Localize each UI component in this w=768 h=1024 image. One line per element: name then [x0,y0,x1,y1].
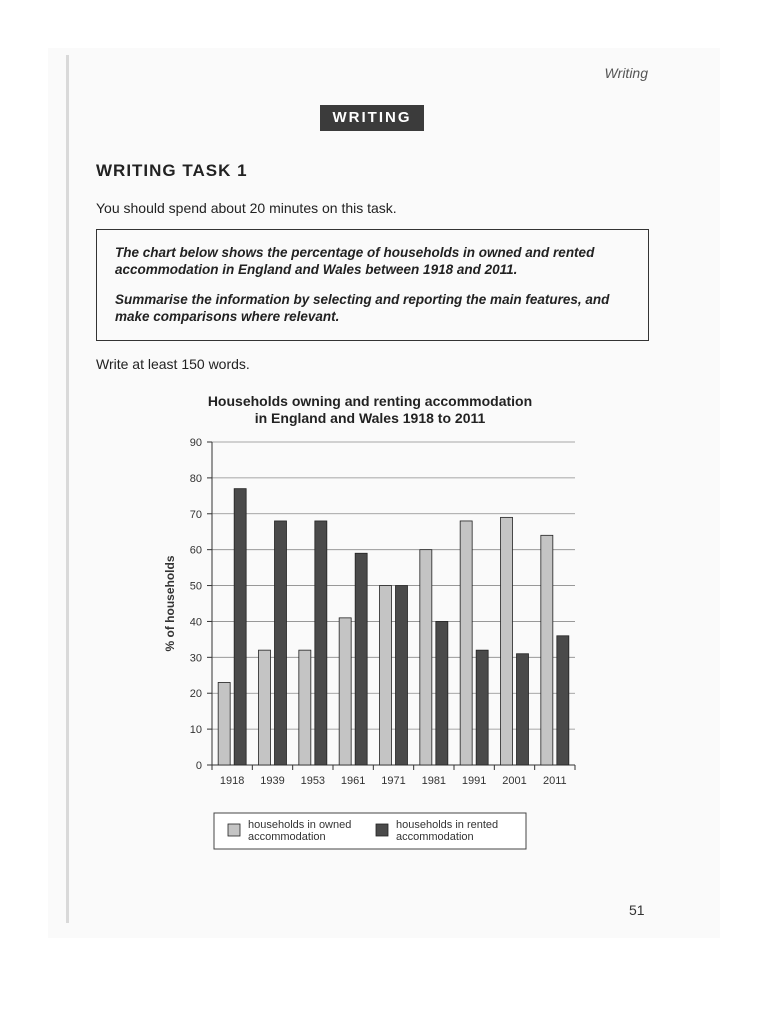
y-tick-label: 80 [189,472,202,485]
rented-bar [396,586,408,765]
y-tick-label: 30 [189,652,202,665]
legend-label-rented: households in rented accommodation [396,819,499,843]
rented-bar [436,621,448,765]
x-tick-label: 1991 [461,775,487,787]
chart-title-line1: Households owning and renting accommodation [207,393,533,409]
x-tick-label: 1918 [219,775,245,787]
legend-label-owned: households in owned accommodation [248,819,352,843]
chart-title [190,393,550,427]
owned-bar [380,586,392,765]
rented-bar [355,553,367,765]
owned-bar [541,535,553,765]
owned-bar [460,521,472,765]
x-tick-label: 1939 [260,775,285,787]
rented-bar [315,521,327,765]
x-tick-label: 1971 [381,775,406,787]
rented-bar [557,636,569,765]
legend-swatch-owned [228,824,240,836]
y-tick-label: 20 [189,688,202,701]
x-tick-label: 2001 [502,775,527,787]
legend-swatch-rented [376,824,388,836]
x-tick-label: 2011 [543,775,567,787]
owned-bar [420,550,432,765]
rented-bar [234,489,246,765]
x-tick-label: 1961 [340,775,366,787]
section-banner: WRITING [320,105,424,131]
owned-bar [259,650,271,765]
owned-bar [218,682,230,765]
bar-chart [150,430,590,870]
chart-title-line2: in England and Wales 1918 to 2011 [254,410,486,426]
x-tick-label: 1981 [421,775,447,787]
page-number: 51 [629,902,645,918]
time-instruction: You should spend about 20 minutes on this task. [96,200,397,216]
owned-bar [339,618,351,765]
running-head: Writing [604,65,648,81]
owned-bar [501,517,513,765]
task-heading: WRITING TASK 1 [96,161,248,180]
prompt-instruction: Summarise the information by selecting and reporting the main features, and make comparisons where relevant. [115,292,610,324]
rented-bar [275,521,287,765]
y-tick-label: 40 [189,616,202,629]
y-tick-label: 0 [195,760,202,772]
x-tick-label: 1953 [300,775,326,787]
rented-bar [517,654,529,765]
y-tick-label: 50 [189,580,202,593]
rented-bar [476,650,488,765]
y-tick-label: 10 [189,724,202,737]
y-tick-label: 60 [189,544,202,557]
y-tick-label: 90 [189,437,202,449]
page-edge-shadow [66,55,69,923]
task-prompt-box [96,229,649,341]
word-count-instruction: Write at least 150 words. [96,356,250,372]
owned-bar [299,650,311,765]
y-axis-label: % of households [163,555,177,652]
prompt-description: The chart below shows the percentage of households in owned and rented accommodation in England and Wales between 1918 and 2011. [115,245,595,277]
y-tick-label: 70 [189,508,202,521]
